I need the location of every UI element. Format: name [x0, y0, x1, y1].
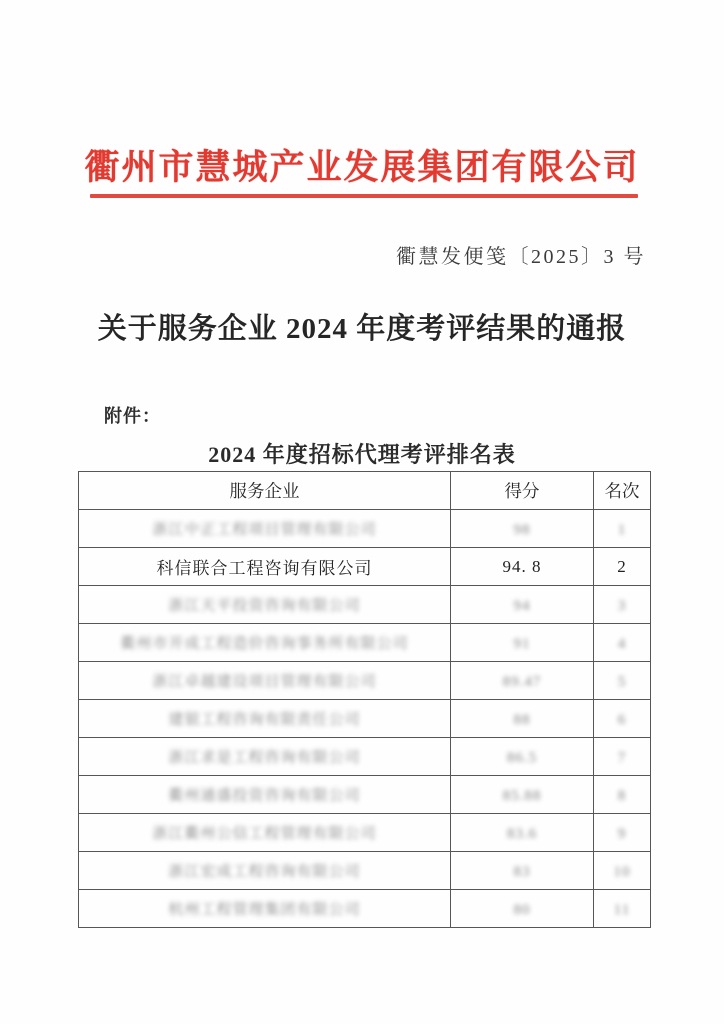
company-cell — [79, 776, 451, 814]
score-cell — [451, 624, 594, 662]
rank-value: 7 — [617, 749, 627, 766]
table-title: 2024 年度招标代理考评排名表 — [208, 442, 516, 467]
score-cell — [451, 738, 594, 776]
company-cell — [79, 700, 451, 738]
score-value: 94 — [513, 597, 531, 614]
score-value: 86.5 — [506, 749, 538, 766]
company-name: 浙江中正工程项目管理有限公司 — [152, 522, 377, 538]
company-name: 建银工程咨询有限责任公司 — [168, 712, 361, 728]
rank-value: 11 — [613, 901, 631, 918]
rank-value: 9 — [617, 825, 627, 842]
company-name: 浙江衢州公信工程管理有限公司 — [152, 826, 377, 842]
table-row — [79, 700, 651, 738]
rank-cell — [594, 700, 651, 738]
rank-value: 6 — [617, 711, 627, 728]
header-score: 得分 — [451, 472, 594, 510]
rank-cell — [594, 548, 651, 586]
rank-cell — [594, 586, 651, 624]
table-row — [79, 738, 651, 776]
table-row — [79, 662, 651, 700]
score-value: 98 — [513, 521, 531, 538]
rank-cell — [594, 738, 651, 776]
company-cell — [79, 662, 451, 700]
company-cell — [79, 510, 451, 548]
document-number: 衢慧发便笺〔2025〕3 号 — [396, 246, 646, 268]
company-cell — [79, 814, 451, 852]
table-row — [79, 586, 651, 624]
score-cell — [451, 548, 594, 586]
attachment-label: 附件： — [104, 406, 161, 426]
table-row — [79, 624, 651, 662]
score-cell — [451, 662, 594, 700]
table-row — [79, 776, 651, 814]
company-cell — [79, 852, 451, 890]
score-value: 83.6 — [506, 825, 538, 842]
document-title: 关于服务企业 2024 年度考评结果的通报 — [97, 313, 627, 345]
rank-cell — [594, 624, 651, 662]
score-cell — [451, 586, 594, 624]
score-cell — [451, 890, 594, 928]
company-cell — [79, 624, 451, 662]
company-letterhead-title: 衢州市慧城产业发展集团有限公司 — [84, 148, 640, 187]
table-row — [79, 548, 651, 586]
table-header-row — [79, 472, 651, 510]
table-row — [79, 852, 651, 890]
company-name: 浙江求是工程咨询有限公司 — [168, 750, 361, 766]
rank-cell — [594, 776, 651, 814]
rank-value: 2 — [617, 556, 627, 576]
score-cell — [451, 814, 594, 852]
company-name: 浙江卓越建设项目管理有限公司 — [152, 674, 377, 690]
company-name: 杭州工程管理集团有限公司 — [168, 902, 361, 918]
company-cell — [79, 548, 451, 586]
company-cell — [79, 586, 451, 624]
table-row — [79, 510, 651, 548]
score-value: 83 — [513, 863, 531, 880]
table-row — [79, 814, 651, 852]
score-value: 94. 8 — [502, 556, 542, 576]
company-name: 衢州市开成工程造价咨询事务所有限公司 — [120, 636, 409, 652]
score-cell — [451, 852, 594, 890]
company-name: 浙江宏成工程咨询有限公司 — [168, 864, 361, 880]
letterhead-divider-line — [90, 194, 638, 198]
rank-value: 10 — [613, 863, 631, 880]
rank-cell — [594, 510, 651, 548]
rank-value: 3 — [617, 597, 627, 614]
score-cell — [451, 776, 594, 814]
rank-value: 8 — [617, 787, 627, 804]
rank-value: 1 — [617, 521, 627, 538]
rank-cell — [594, 890, 651, 928]
company-name: 浙江天平投资咨询有限公司 — [168, 598, 361, 614]
rank-cell — [594, 852, 651, 890]
score-value: 88 — [513, 711, 531, 728]
score-value: 89.47 — [502, 673, 542, 690]
score-value: 85.88 — [502, 787, 542, 804]
company-cell — [79, 738, 451, 776]
company-name: 衢州通盛投资咨询有限公司 — [168, 788, 361, 804]
rank-value: 4 — [617, 635, 627, 652]
rank-cell — [594, 662, 651, 700]
score-cell — [451, 700, 594, 738]
header-rank: 名次 — [594, 472, 651, 510]
company-cell — [79, 890, 451, 928]
score-value: 91 — [513, 635, 531, 652]
rank-value: 5 — [617, 673, 627, 690]
company-name: 科信联合工程咨询有限公司 — [156, 559, 373, 578]
rank-cell — [594, 814, 651, 852]
score-value: 80 — [513, 901, 531, 918]
ranking-table — [78, 471, 651, 928]
header-company: 服务企业 — [79, 472, 451, 510]
score-cell — [451, 510, 594, 548]
table-row — [79, 890, 651, 928]
